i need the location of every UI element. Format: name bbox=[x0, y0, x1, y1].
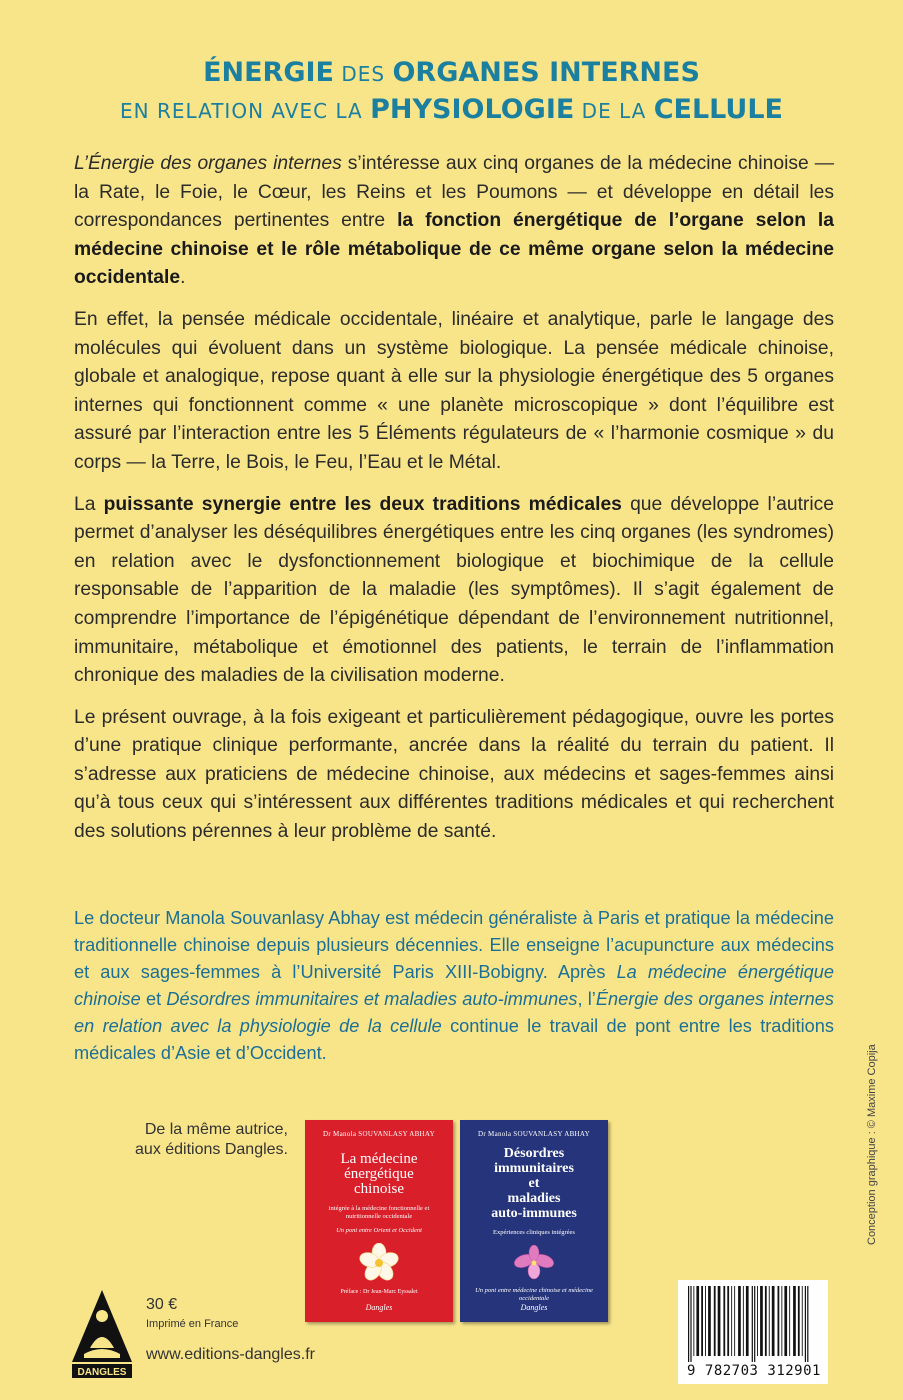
title-line-2: EN RELATION AVEC LA PHYSIOLOGIE DE LA CELLULE bbox=[120, 94, 783, 125]
graphic-design-credit: Conception graphique : © Maxime Copija bbox=[866, 1044, 878, 1245]
dangles-logo-icon bbox=[72, 1290, 132, 1380]
isbn-number: 9 782703 312901 bbox=[687, 1363, 821, 1379]
frangipani-flower-icon bbox=[357, 1243, 401, 1283]
price: 30 € bbox=[146, 1296, 178, 1313]
paragraph-2: En effet, la pensée médicale occidentale, linéaire et analytique, parle le langage des molécules qui évoluent dans un système biologique. La pensée médicale chinoise, globale et analogique, repose quant à elle sur la physiologie énergétique des 5 organes internes qui fonctionnent comme « une planète microscopique » dont l’équilibre est assuré par l’interaction entre les 5 Éléments régulateurs de « l’harmonie cosmique » du corps — la Terre, le Bois, le Feu, l’Eau et le Métal. bbox=[74, 308, 834, 473]
printed-in: Imprimé en France bbox=[146, 1318, 239, 1330]
paragraph-1: L’Énergie des organes internes s’intéresse aux cinq organes de la médecine chinoise — la Rate, le Foie, le Cœur, les Reins et les Poumons — et développe en détail les correspondances pertinentes entre la fonction énergétique de l’organe selon la médecine chinoise et le rôle métabolique de ce même organe selon la médecine occidentale. bbox=[74, 153, 834, 289]
book-title: Désordres immunitaires et maladies auto-immunes bbox=[491, 1146, 577, 1221]
book-cover-medecine-energetique: Dr Manola SOUVANLASY ABHAY La médecine énergétique chinoise intégrée à la médecine fonctionnelle et nutritionnelle occidentale Un pont entre Orient et Occident Préface : Dr Jean-Marc Eyssalet Dangles bbox=[305, 1120, 453, 1322]
orchid-flower-icon bbox=[512, 1245, 556, 1281]
cover-title bbox=[0, 56, 903, 130]
paragraph-3: La puissante synergie entre les deux traditions médicales que développe l’autrice permet d’analyser les déséquilibres énergétiques entre les cinq organes (les syndromes) en relation avec le dysfonctionnement biologique et biochimique de la cellule responsable de l’apparition de la maladie (les symptômes). Il s’agit également de comprendre l’importance de l’épigénétique dépendant de l’environnement nutritionnel, immunitaire, métabolique et émotionnel des patients, le terrain de l’inflammation chronique des maladies de la civilisation moderne. bbox=[74, 493, 834, 687]
author-bio: Le docteur Manola Souvanlasy Abhay est médecin généraliste à Paris et pratique la médecine traditionnelle chinoise depuis plusieurs décennies. Elle enseigne l’acupuncture aux médecins et aux sages-femmes à l’Université Paris XIII-Bobigny. Après La médecine énergétique chinoise et Désordres immunitaires et maladies auto-immunes, l’Énergie des organes internes en relation avec la physiologie de la cellule continue le travail de pont entre les traditions médicales d’Asie et d’Occident. bbox=[74, 908, 834, 1063]
book-cover-desordres-immunitaires: Dr Manola SOUVANLASY ABHAY Désordres immunitaires et maladies auto-immunes Expériences cliniques intégrées Un pont entre médecine chinoise et médecine occidentale Dangles bbox=[460, 1120, 608, 1322]
svg-text:DANGLES: DANGLES bbox=[77, 1367, 127, 1378]
title-line-1: ÉNERGIE DES ORGANES INTERNES bbox=[203, 57, 700, 88]
publisher-url[interactable]: www.editions-dangles.fr bbox=[146, 1346, 315, 1363]
description-text bbox=[74, 150, 834, 860]
book-title: La médecine énergétique chinoise bbox=[340, 1151, 418, 1197]
same-author-caption: De la même autrice, aux éditions Dangles. bbox=[135, 1121, 288, 1158]
barcode-bars bbox=[678, 1280, 828, 1362]
paragraph-4: Le présent ouvrage, à la fois exigeant et particulièrement pédagogique, ouvre les portes d’une pratique clinique performante, ancrée dans la réalité du terrain du patient. Il s’adresse aux praticiens de médecine chinoise, aux médecins et sages-femmes ainsi qu’à tous ceux qui s’intéressent aux différentes traditions médicales et qui recherchent des solutions pérennes à leur problème de santé. bbox=[74, 706, 834, 843]
